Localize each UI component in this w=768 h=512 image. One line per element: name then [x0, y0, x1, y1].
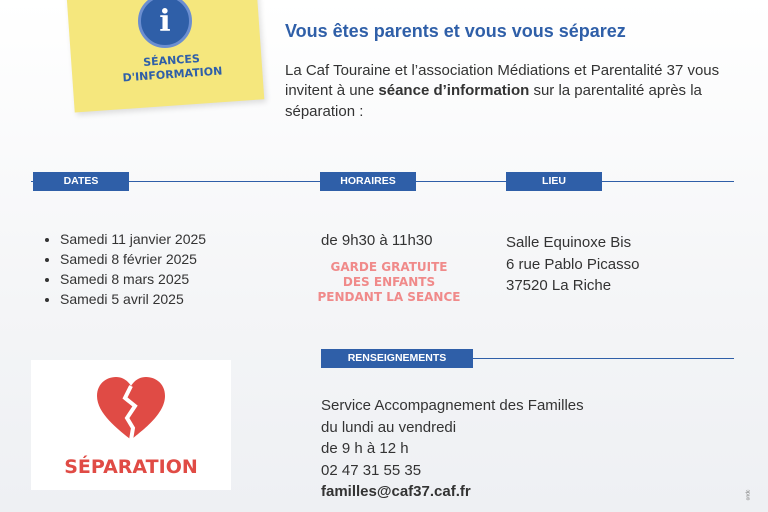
separation-label: SÉPARATION	[64, 456, 198, 478]
sticky-note-line2: D'INFORMATION	[122, 64, 223, 85]
renseignements-tag: RENSEIGNEMENTS	[321, 349, 473, 368]
broken-heart-icon	[91, 374, 171, 444]
venue-name: Salle Equinoxe Bis	[506, 234, 632, 251]
date-item: • Samedi 11 janvier 2025	[60, 229, 206, 249]
contact-days: du lundi au vendredi	[321, 418, 457, 436]
contact-email-link[interactable]: familles@caf37.caf.fr	[321, 483, 471, 501]
separation-card	[31, 360, 231, 490]
session-time: de 9h30 à 11h30	[321, 232, 433, 249]
dates-tag: DATES	[33, 172, 129, 191]
page-title: Vous êtes parents et vous vous séparez	[285, 21, 626, 41]
venue-city: 37520 La Riche	[506, 277, 612, 294]
intro-text-end: sur la parentalité après la séparation :	[285, 82, 702, 120]
date-item: • Samedi 8 mars 2025	[60, 269, 206, 289]
lieu-tag: LIEU	[506, 172, 602, 191]
contact-info	[321, 395, 584, 503]
contact-service: Service Accompagnement des Familles	[321, 397, 584, 414]
dates-list	[36, 229, 206, 309]
venue-address	[506, 232, 639, 297]
contact-phone[interactable]: 02 47 31 55 35	[321, 461, 422, 479]
date-item: • Samedi 8 février 2025	[60, 249, 206, 269]
intro-text-start: La Caf Touraine et l’association Médiations et Parentalité 37 vous invitent à une	[285, 62, 720, 100]
sticky-note-line1: SÉANCES	[142, 52, 201, 69]
venue-street: 6 rue Pablo Picasso	[506, 255, 640, 273]
childcare-line3: PENDANT LA SEANCE	[317, 290, 461, 304]
date-item: • Samedi 5 avril 2025	[60, 289, 206, 309]
intro-emphasis: séance d’information	[378, 82, 530, 100]
childcare-line1: GARDE GRATUITE	[330, 260, 448, 274]
childcare-notice	[305, 260, 473, 305]
childcare-line2: DES ENFANTS	[342, 275, 436, 289]
edge-text: ondc	[745, 489, 752, 501]
contact-hours: de 9 h à 12 h	[321, 440, 409, 458]
intro-paragraph	[285, 61, 745, 122]
horaires-tag: HORAIRES	[320, 172, 416, 191]
info-icon: i	[138, 0, 192, 48]
